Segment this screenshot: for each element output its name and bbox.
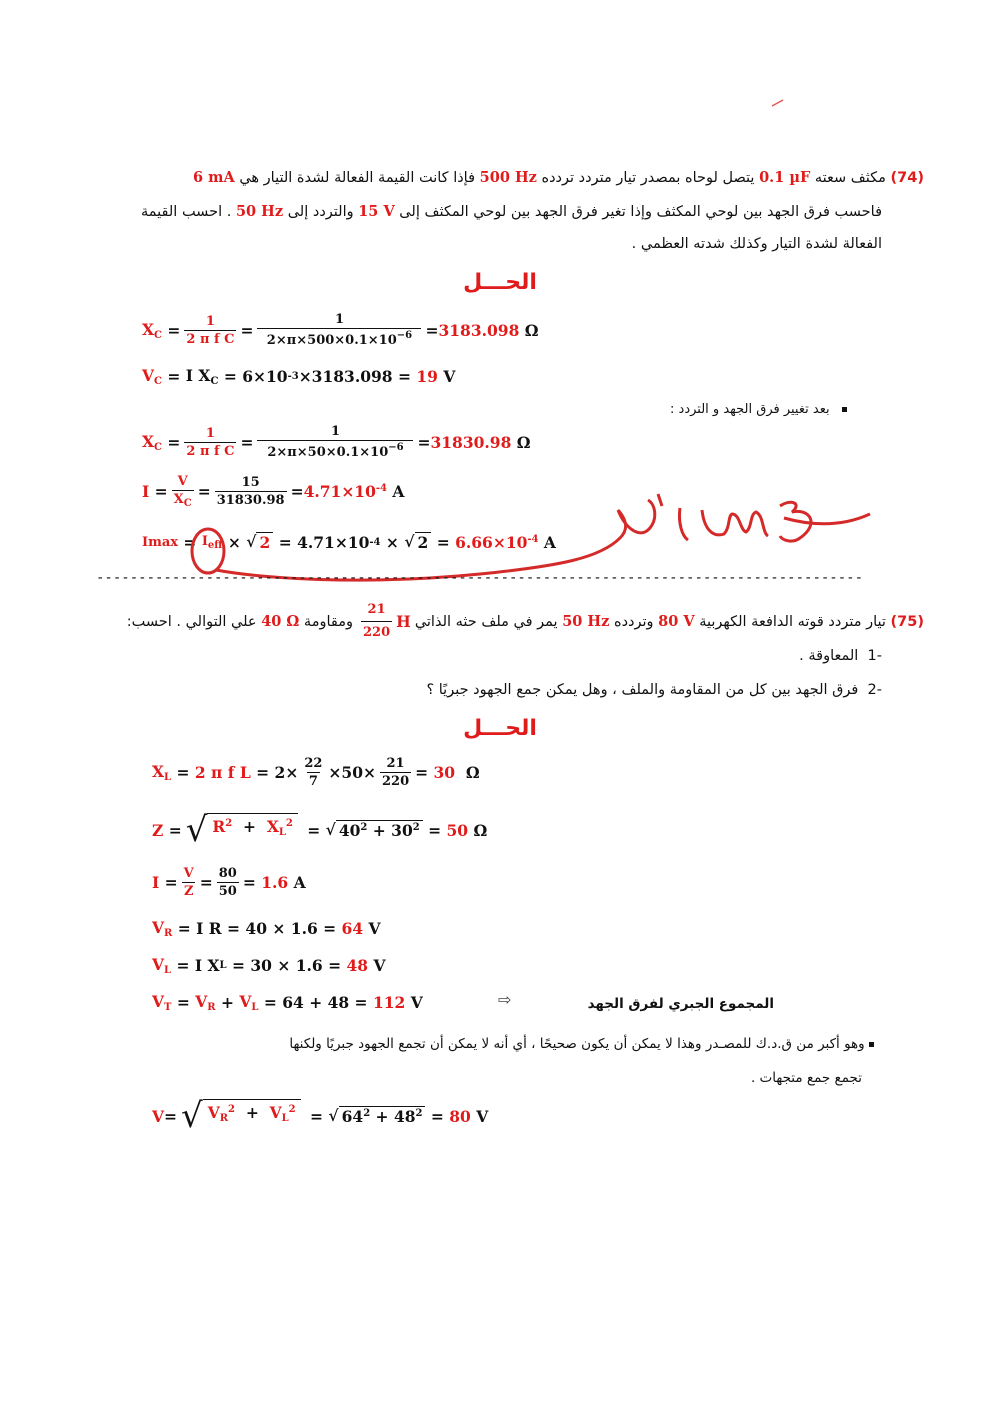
q75-eq-vt: $V_T$ = $V_R$ + $V_L$ = 64 + 48 = 112 V [152,992,423,1013]
q75-eq-vl: $V_L$ = I X L = 30 × 1.6 = 48 V [152,955,386,976]
eq-result: 3183.098 [438,320,520,340]
eq-lhs: $X_C$ [142,319,162,341]
q74-line2-segment: . احسب القيمة [141,204,236,220]
q75-line1-segment: 80 V [658,612,695,630]
eq-result: 1.6 [261,873,289,892]
q75-line1-segment: تيار متردد قوته الدافعة الكهربية [694,613,886,630]
q74-line2-segment: والتردد إلى [283,204,359,220]
q74-line1-text [193,170,886,186]
eq-result: 64 [341,919,364,938]
eq-result: 31830.98 [430,432,512,452]
q74-line1-segment: 6 mA [192,169,235,186]
q74-line2-text [141,204,882,220]
q74-line3-text: الفعالة لشدة التيار وكذلك شدته العظمي . [631,236,882,252]
eq-result: $4.71\times 10^{-4}$ [303,482,387,501]
q74-line1-segment: يتصل لوحاه بمصدر تيار متردد تردده [536,170,760,186]
q75-line1b-text [127,612,353,632]
section-separator: ------------------------------------------------------------------------------------------- [96,570,864,586]
q75-item-2: -2 فرق الجهد بين كل من المقاومة والملف ، وهل يمكن جمع الجهود جبريًا ؟ [426,682,882,698]
q74-eq-i: I = $\frac{V}{X_C}$ = $\frac{15}{31830.98}$ = $4.71\times 10^{-4}$ A [142,474,405,509]
q75-line1-text [415,612,886,632]
q74-solution-heading: الحـــل [463,270,537,295]
bullet-square-icon [842,407,847,412]
eq-result: $6.66\times 10^{-4}$ [455,532,539,552]
inductance-value: $\frac{21}{220}$ H [357,600,411,643]
q75-line1-segment: وتردده [609,613,659,630]
q74-eq-xc2: $X_C$ = $\frac{1}{\text{2 π f C}}$ = $\frac{1}{2\times\pi\times 50\times 0.1\times 10^{-6}}$ = 31830.98 Ω [142,424,531,460]
q75-line1 [64,600,924,643]
q75-line1-segment: يمر في ملف حثه الذاتي [414,613,563,630]
eq-result: 80 [449,1106,471,1126]
algebraic-sum-note: المجموع الجبري لفرق الجهد [587,996,774,1012]
q74-line1-segment: فإذا كانت القيمة الفعالة لشدة التيار هي [234,170,480,186]
q75-note-line1: وهو أكبر من ق.د.ك للمصـدر وهذا لا يمكن أن يكون صحيحًا ، أي أنه لا يمكن أن تجمع الجهود جبريًا ولكنها [114,1034,874,1054]
bullet-square-icon [869,1042,874,1047]
q75-eq-v: V = √ $V_R^2 + V_L^2$ = √ $64^2 + 48^2$ = 80 V [152,1096,489,1136]
q74-eq-xc1: $X_C$ = $\frac{1}{\text{2 π f C}}$ = $\frac{1}{2\times\pi\times 500\times 0.1\times 10^{-6}}$ = 3183.098 Ω [142,312,539,348]
eq-result: 112 [372,993,406,1012]
q75-eq-vr: $V_R$ = I R = 40 × 1.6 = 64 V [152,918,381,939]
q75-eq-z: Z = √ $R^2 + X_L^2$ = √ $40^2 + 30^2$ = 50 Ω [152,810,488,850]
after-change-note: بعد تغيير فرق الجهد و التردد : [347,400,847,420]
eq-result: 50 [446,820,469,840]
q74-line1 [64,168,924,188]
q74-eq-imax: Imax = $I_{eff}$ × √ 2 = 4.71×10 -4 × √ 2 = $6.66\times 10^{-4}$ A [142,532,556,552]
q74-line2 [62,202,882,222]
q74-line2-segment: 15 V [358,203,395,220]
eq-result: 19 [416,367,438,386]
q75-note-line2: تجمع جمع متجهات . [750,1070,862,1086]
q75-number: (75) [890,613,924,630]
q75-line1b-segment: ومقاومة [299,613,354,630]
q74-line2-segment: 50 Hz [235,203,284,220]
eq-result: 48 [346,956,369,975]
arrow-right-icon: ⇨ [498,990,512,1009]
q75-line1b-segment: علي التوالي . احسب: [126,613,262,630]
eq-result: 30 [433,763,456,782]
q75-eq-i: I = $\frac{V}{Z}$ = $\frac{80}{50}$ = 1.6 A [152,866,306,899]
q74-eq-vc: $V_C$ = I $X_C$ = 6×10 -3 ×3183.098 = 19 V [142,366,456,387]
q74-line1-segment: مكثف سعته [810,170,886,186]
q75-eq-xl: $X_L$ = 2 π f L = 2 × $\frac{22}{7}$ × 50 × $\frac{21}{220}$ = 30 Ω [152,756,480,789]
q75-item-1: -1 المعاوقة . [799,648,882,664]
eq-fraction: $\frac{1}{\text{2 π f C}}$ [186,313,235,347]
stray-red-mark [770,98,786,108]
q75-line1b-segment: 40 Ω [261,612,300,630]
q74-line2-segment: فاحسب فرق الجهد بين لوحي المكثف وإذا تغير فرق الجهد بين لوحي المكثف إلى [394,204,882,220]
q75-solution-heading: الحـــل [463,716,537,741]
q74-line1-segment: 0.1 µF [759,169,811,186]
eq-fraction: $\frac{1}{2\times\pi\times 500\times 0.1\times 10^{-6}}$ [257,312,421,348]
q74-number: (74) [890,170,924,186]
q74-line1-segment: 500 Hz [479,169,537,186]
q74-line3 [62,234,882,254]
q75-line1-segment: 50 Hz [562,612,610,630]
